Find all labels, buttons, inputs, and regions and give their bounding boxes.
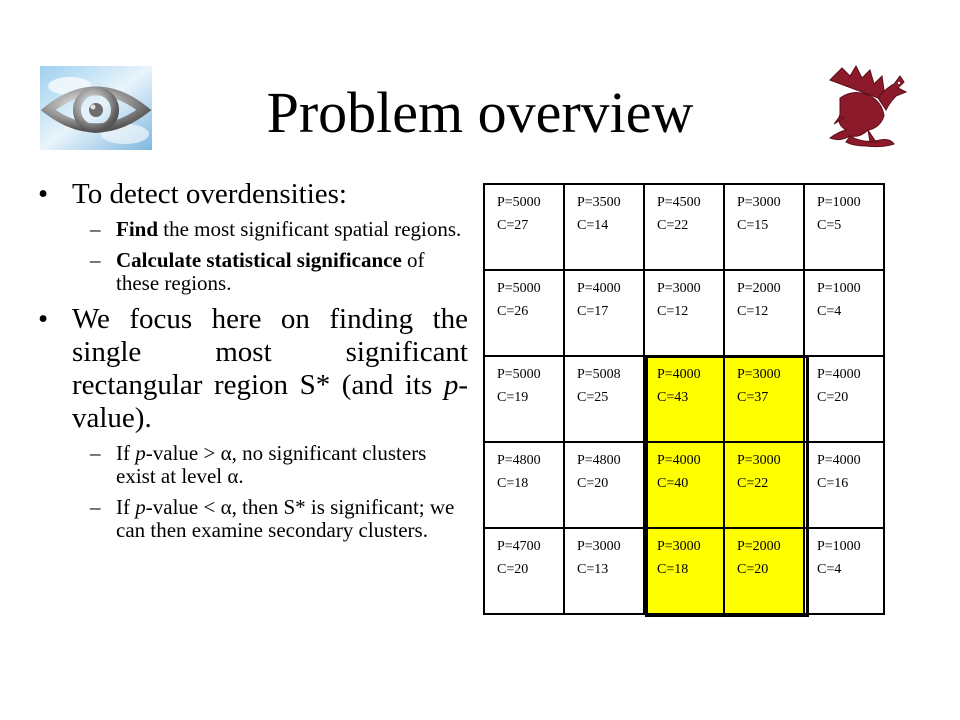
population-value: P=4700: [497, 539, 541, 554]
count-value: C=27: [497, 218, 529, 233]
eye-logo-icon: [40, 66, 152, 150]
grid-cell: [725, 271, 805, 357]
bullet-icon: •: [38, 178, 49, 210]
italic-p: p: [135, 495, 146, 519]
grid-cell: [645, 357, 725, 443]
population-value: P=1000: [817, 195, 861, 210]
count-value: C=4: [817, 562, 842, 577]
population-value: P=4000: [657, 453, 701, 468]
count-value: C=13: [577, 562, 609, 577]
count-value: C=22: [737, 476, 769, 491]
count-value: C=12: [737, 304, 769, 319]
count-value: C=12: [657, 304, 689, 319]
population-value: P=3000: [577, 539, 621, 554]
bold-term: Calculate statistical significance: [116, 248, 402, 272]
count-value: C=20: [577, 476, 609, 491]
grid-cell: [805, 357, 885, 443]
bullet-text-post: -value).: [72, 369, 468, 434]
slide-title: Problem overview: [266, 80, 694, 145]
grid-cell: [645, 185, 725, 271]
grid-cell: [565, 271, 645, 357]
population-value: P=1000: [817, 281, 861, 296]
sub-bullet-text: [116, 442, 468, 488]
grid-cell: [645, 443, 725, 529]
population-value: P=2000: [737, 281, 781, 296]
population-value: P=4800: [577, 453, 621, 468]
bullet-list: [38, 178, 468, 550]
count-value: C=4: [817, 304, 842, 319]
bold-term: Find: [116, 217, 159, 241]
count-value: C=14: [577, 218, 609, 233]
grid-cell: [565, 185, 645, 271]
italic-p: p: [443, 369, 459, 401]
dash-icon: –: [90, 217, 101, 241]
count-value: C=43: [657, 390, 689, 405]
count-value: C=40: [657, 476, 689, 491]
count-value: C=20: [737, 562, 769, 577]
dash-icon: –: [90, 248, 101, 272]
population-value: P=5000: [497, 281, 541, 296]
sub-bullet-rest: the most significant spatial regions.: [158, 217, 462, 241]
population-value: P=3000: [737, 367, 781, 382]
sub-bullet-item: [90, 249, 468, 295]
count-value: C=18: [657, 562, 689, 577]
count-value: C=25: [577, 390, 609, 405]
italic-p: p: [135, 441, 146, 465]
grid-cell: [725, 529, 805, 615]
sub-bullet-item: [90, 496, 468, 542]
grid-cell: [645, 271, 725, 357]
dragon-logo-icon: [820, 58, 912, 148]
sub-bullet-text: [116, 218, 468, 241]
bullet-item: [38, 303, 468, 435]
grid-cell: [725, 443, 805, 529]
sub-bullet-pre: If: [116, 441, 136, 465]
grid-cell: [485, 357, 565, 443]
population-value: P=1000: [817, 539, 861, 554]
grid-cell: [565, 529, 645, 615]
grid-cell: [565, 357, 645, 443]
grid-cell: [805, 443, 885, 529]
grid-cell: [485, 271, 565, 357]
count-value: C=16: [817, 476, 849, 491]
count-value: C=37: [737, 390, 769, 405]
population-value: P=3500: [577, 195, 621, 210]
grid-cell: [565, 443, 645, 529]
dash-icon: –: [90, 495, 101, 519]
population-value: P=3000: [657, 539, 701, 554]
count-value: C=22: [657, 218, 689, 233]
population-value: P=5000: [497, 195, 541, 210]
population-value: P=3000: [737, 195, 781, 210]
count-value: C=26: [497, 304, 529, 319]
population-value: P=4800: [497, 453, 541, 468]
bullet-item: [38, 178, 468, 211]
grid-cell: [805, 271, 885, 357]
population-value: P=4500: [657, 195, 701, 210]
population-value: P=4000: [657, 367, 701, 382]
population-value: P=5008: [577, 367, 621, 382]
grid-cell: [725, 357, 805, 443]
population-value: P=4000: [817, 367, 861, 382]
grid-cell: [805, 529, 885, 615]
count-value: C=20: [817, 390, 849, 405]
sub-bullet-item: [90, 218, 468, 241]
count-value: C=18: [497, 476, 529, 491]
population-value: P=5000: [497, 367, 541, 382]
grid-cell: [645, 529, 725, 615]
sub-bullet-rest: -value < α, then S* is significant; we can then examine secondary clusters.: [116, 495, 455, 542]
sub-bullet-text: [116, 496, 468, 542]
sub-bullet-rest: -value > α, no significant clusters exist at level α.: [116, 441, 427, 488]
grid-cell: [725, 185, 805, 271]
dash-icon: –: [90, 441, 101, 465]
population-value: P=2000: [737, 539, 781, 554]
bullet-icon: •: [38, 303, 49, 335]
count-value: C=20: [497, 562, 529, 577]
grid-cell: [485, 529, 565, 615]
region-grid: [483, 183, 885, 615]
count-value: C=17: [577, 304, 609, 319]
sub-bullet-rest: of these regions.: [116, 248, 425, 295]
grid-cell: [485, 185, 565, 271]
sub-bullet-item: [90, 442, 468, 488]
grid-cell: [805, 185, 885, 271]
population-value: P=3000: [657, 281, 701, 296]
population-value: P=3000: [737, 453, 781, 468]
population-value: P=4000: [577, 281, 621, 296]
count-value: C=15: [737, 218, 769, 233]
grid-cell: [485, 443, 565, 529]
count-value: C=5: [817, 218, 842, 233]
bullet-text: [72, 303, 468, 435]
sub-bullet-text: [116, 249, 468, 295]
bullet-text: To detect overdensities:: [72, 178, 347, 210]
population-value: P=4000: [817, 453, 861, 468]
bullet-text-pre: We focus here on finding the single most significant rectangular region S* (and its: [72, 303, 468, 401]
count-value: C=19: [497, 390, 529, 405]
sub-bullet-pre: If: [116, 495, 136, 519]
